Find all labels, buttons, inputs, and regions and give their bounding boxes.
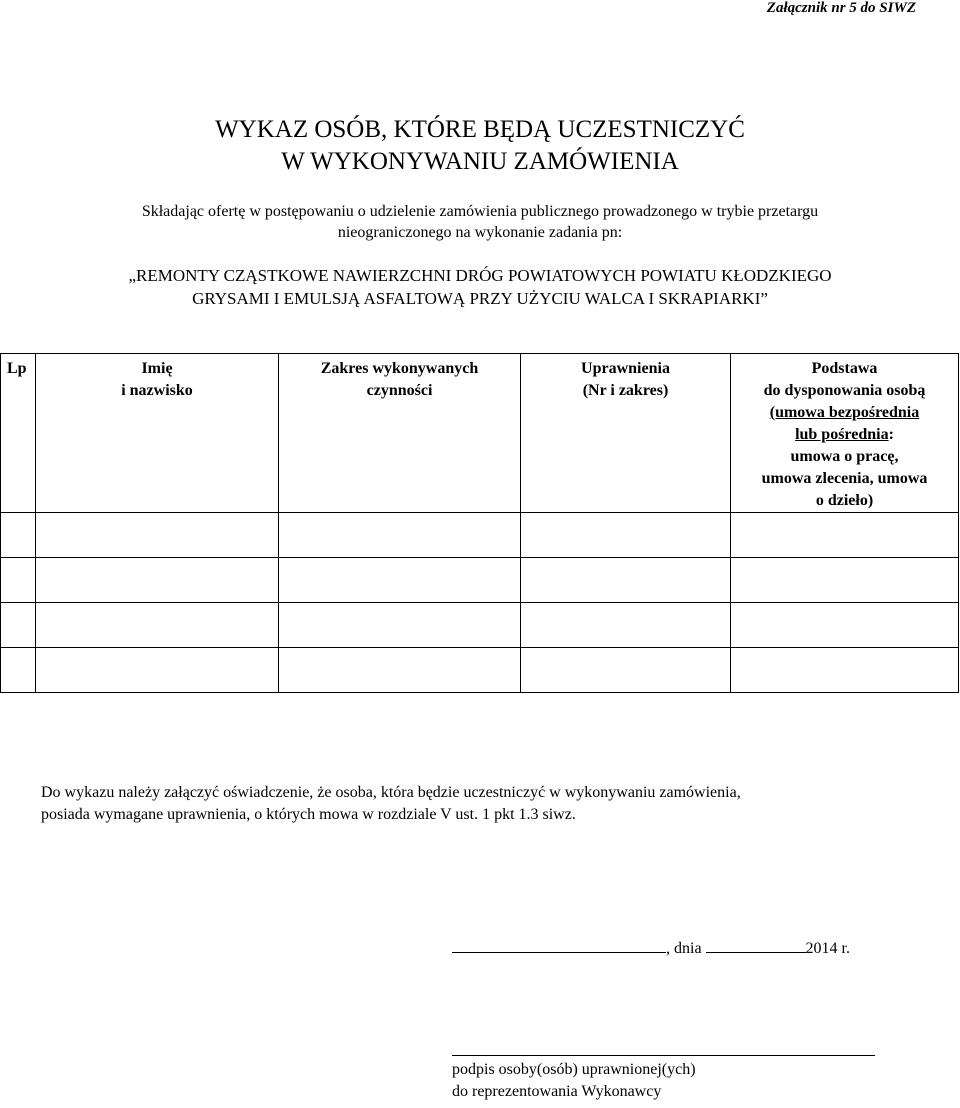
intro-text [0, 201, 960, 243]
title-line-1: WYKAZ OSÓB, KTÓRE BĘDĄ UCZESTNICZYĆ [215, 116, 745, 143]
table-row [1, 603, 959, 648]
persons-table [0, 353, 959, 693]
date-separator: , dnia [666, 940, 702, 957]
signature-line-2: do reprezentowania Wykonawcy [452, 1083, 662, 1100]
title-line-2: W WYKONYWANIU ZAMÓWIENIA [281, 148, 679, 175]
date-field[interactable] [706, 951, 806, 953]
signature-line-1: podpis osoby(osób) uprawnionej(ych) [452, 1061, 696, 1078]
header-lp: Lp [1, 354, 36, 513]
cell-rights[interactable] [521, 558, 731, 603]
header-rights: Uprawnienia (Nr i zakres) [521, 354, 731, 513]
task-line-1: „REMONTY CZĄSTKOWE NAWIERZCHNI DRÓG POWIATOWYCH POWIATU KŁODZKIEGO [128, 266, 832, 285]
date-year: 2014 r. [805, 940, 850, 957]
cell-lp[interactable] [1, 648, 36, 693]
note-line-1: Do wykazu należy załączyć oświadczenie, że osoba, która będzie uczestniczyć w wykonywaniu zamówienia, [41, 784, 741, 801]
cell-lp[interactable] [1, 603, 36, 648]
place-field[interactable] [452, 951, 666, 953]
cell-name[interactable] [36, 558, 279, 603]
place-date-line [452, 940, 850, 958]
intro-line-1: Składając ofertę w postępowaniu o udzielenie zamówienia publicznego prowadzonego w trybie przetargu [141, 203, 819, 220]
cell-basis[interactable] [731, 513, 959, 558]
attachment-note [41, 782, 941, 826]
cell-scope[interactable] [279, 603, 521, 648]
annex-label: Załącznik nr 5 do SIWZ [766, 0, 916, 16]
cell-lp[interactable] [1, 558, 36, 603]
header-name: Imię i nazwisko [36, 354, 279, 513]
signature-caption [452, 1059, 696, 1103]
task-name [0, 264, 960, 310]
cell-basis[interactable] [731, 648, 959, 693]
signature-field[interactable] [452, 1055, 875, 1056]
table-header-row [1, 354, 959, 513]
cell-basis[interactable] [731, 603, 959, 648]
table-row [1, 513, 959, 558]
cell-basis[interactable] [731, 558, 959, 603]
table-row [1, 558, 959, 603]
cell-rights[interactable] [521, 648, 731, 693]
document-title [0, 114, 960, 178]
table-row [1, 648, 959, 693]
header-scope: Zakres wykonywanych czynności [279, 354, 521, 513]
cell-rights[interactable] [521, 603, 731, 648]
cell-lp[interactable] [1, 513, 36, 558]
note-line-2: posiada wymagane uprawnienia, o których mowa w rozdziale V ust. 1 pkt 1.3 siwz. [41, 806, 576, 823]
cell-scope[interactable] [279, 648, 521, 693]
intro-line-2: nieograniczonego na wykonanie zadania pn: [337, 224, 623, 241]
cell-name[interactable] [36, 603, 279, 648]
task-line-2: GRYSAMI I EMULSJĄ ASFALTOWĄ PRZY UŻYCIU WALCA I SKRAPIARKI” [192, 289, 768, 308]
header-basis: Podstawa do dysponowania osobą (umowa bezpośrednia lub pośrednia: umowa o pracę, umowa zlecenia, umowa o dzieło) [731, 354, 959, 513]
cell-name[interactable] [36, 513, 279, 558]
cell-name[interactable] [36, 648, 279, 693]
cell-scope[interactable] [279, 558, 521, 603]
cell-scope[interactable] [279, 513, 521, 558]
cell-rights[interactable] [521, 513, 731, 558]
